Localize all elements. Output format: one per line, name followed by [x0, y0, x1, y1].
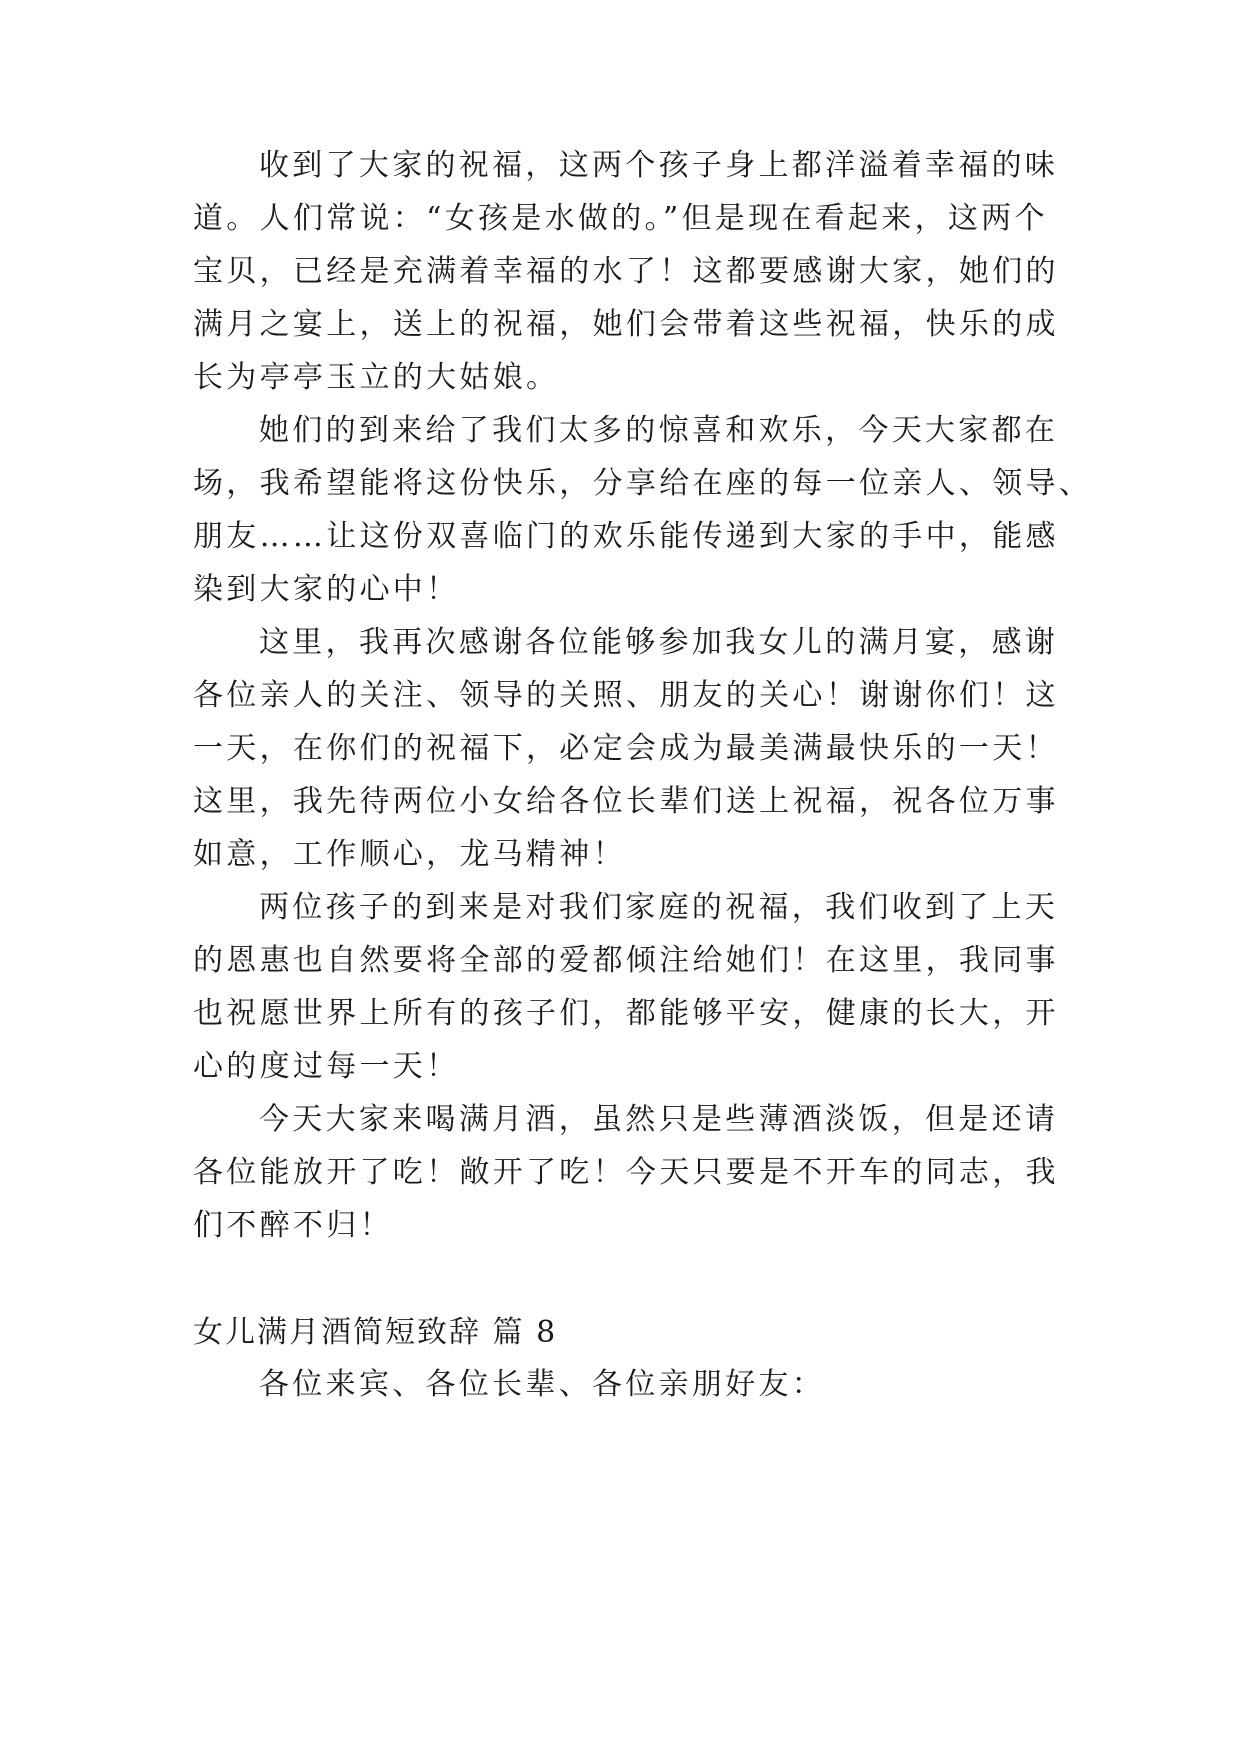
paragraph-line: 染到大家的心中！: [193, 572, 460, 607]
paragraph-line: 如意，工作顺心，龙马精神！: [193, 837, 626, 872]
paragraph-line: 长为亭亭玉立的大姑娘。: [193, 360, 560, 395]
paragraph-line: 一天，在你们的祝福下，必定会成为最美满最快乐的一天！: [193, 731, 1059, 766]
paragraph-line: 们不醉不归！: [193, 1208, 393, 1243]
paragraph-line: 道。人们常说：“女孩是水做的。”但是现在看起来，这两个: [193, 201, 1048, 236]
salutation: 各位来宾、各位长辈、各位亲朋好友：: [259, 1367, 826, 1402]
paragraph-line: 今天大家来喝满月酒，虽然只是些薄酒淡饭，但是还请: [259, 1102, 1059, 1137]
paragraph-line: 也祝愿世界上所有的孩子们，都能够平安，健康的长大，开: [193, 996, 1059, 1031]
paragraph-line: 这里，我再次感谢各位能够参加我女儿的满月宴，感谢: [259, 625, 1059, 660]
paragraph-line: 朋友……让这份双喜临门的欢乐能传递到大家的手中，能感: [193, 519, 1059, 554]
paragraph-line: 满月之宴上，送上的祝福，她们会带着这些祝福，快乐的成: [193, 307, 1059, 342]
paragraph-line: 这里，我先待两位小女给各位长辈们送上祝福，祝各位万事: [193, 784, 1059, 819]
paragraph-line: 各位亲人的关注、领导的关照、朋友的关心！谢谢你们！这: [193, 678, 1059, 713]
paragraph-line: 宝贝，已经是充满着幸福的水了！这都要感谢大家，她们的: [193, 254, 1059, 289]
paragraph-line: 的恩惠也自然要将全部的爱都倾注给她们！在这里，我同事: [193, 943, 1059, 978]
paragraph-line: 各位能放开了吃！敞开了吃！今天只要是不开车的同志，我: [193, 1155, 1059, 1190]
paragraph-line: 收到了大家的祝福，这两个孩子身上都洋溢着幸福的味: [259, 148, 1059, 183]
section-heading: 女儿满月酒简短致辞 篇 8: [193, 1315, 558, 1350]
paragraph-line: 场，我希望能将这份快乐，分享给在座的每一位亲人、领导、: [193, 466, 1093, 501]
paragraph-line: 心的度过每一天！: [193, 1049, 460, 1084]
paragraph-line: 她们的到来给了我们太多的惊喜和欢乐，今天大家都在: [259, 413, 1059, 448]
document-page: [193, 0, 1093, 1754]
paragraph-line: 两位孩子的到来是对我们家庭的祝福，我们收到了上天: [259, 890, 1059, 925]
